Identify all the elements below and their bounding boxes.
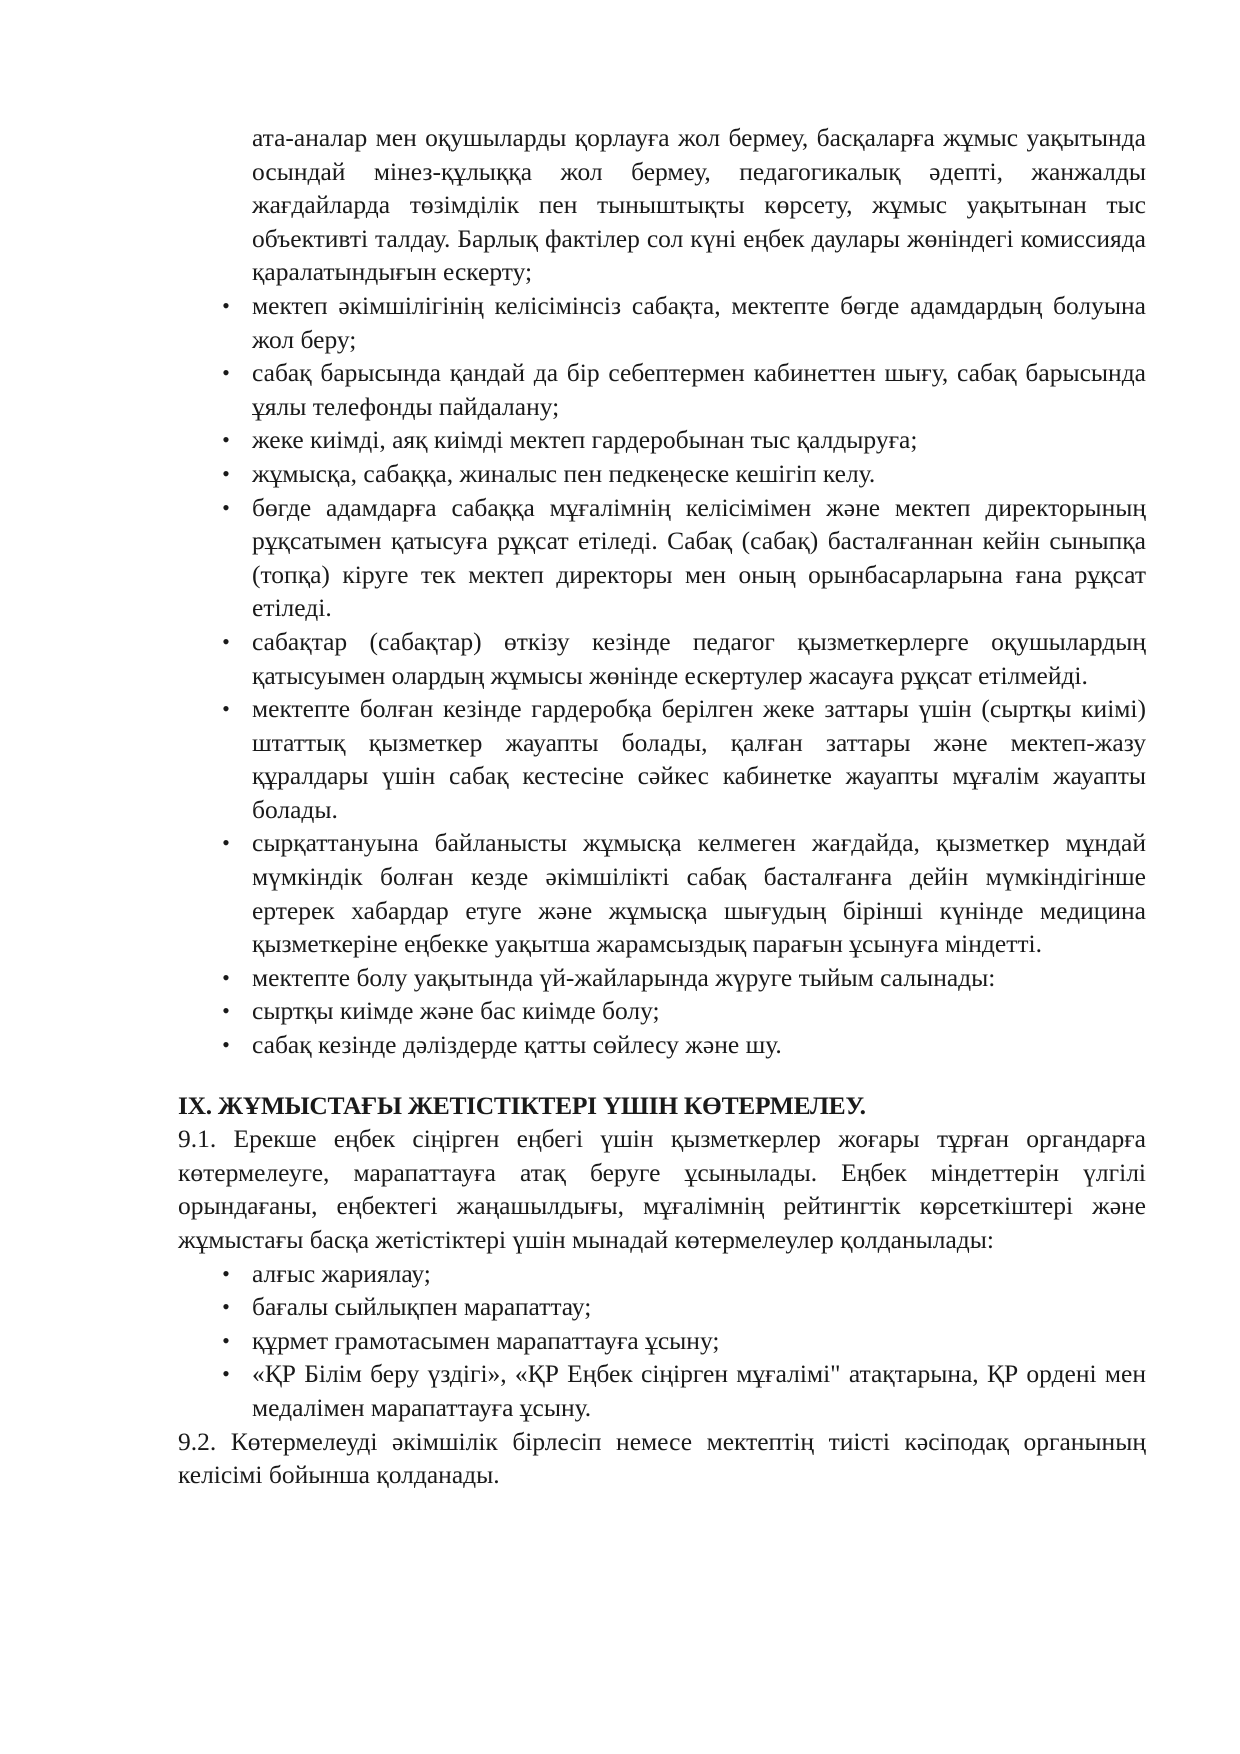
list-item-text: сабақтар (сабақтар) өткізу кезінде педагог қызметкерлерге оқушылардың қатысуымен олардың жұмысы жөнінде ескертулер жасауға рұқсат етілмейді. (252, 626, 1146, 690)
bullet-icon: • (222, 494, 230, 520)
bullet-icon: • (222, 1361, 230, 1387)
list-item-text: мектепте болу уақытында үй-жайларында жүруге тыйым салынады: (252, 962, 996, 992)
bullet-icon: • (222, 998, 230, 1024)
bullet-icon: • (222, 830, 230, 856)
list-item (178, 289, 1146, 356)
list-item (178, 1357, 1146, 1424)
rewards-list (178, 1257, 1146, 1425)
bullet-icon: • (222, 427, 230, 453)
bullet-icon: • (222, 360, 230, 386)
list-item-text: бағалы сыйлықпен марапаттау; (252, 1292, 592, 1322)
list-item (178, 457, 1146, 491)
list-item-text: сырқаттануына байланысты жұмысқа келмеген жағдайда, қызметкер мұндай мүмкіндік болған кезде әкімшілікті сабақ басталғанға дейін мүмкіндігінше ертерек хабардар етуге және жұмысқа шығудың бірінші күнінде медицина қызметкеріне еңбекке уақытша жарамсыздық парағын ұсынуға міндетті. (252, 828, 1146, 959)
list-item (178, 1290, 1146, 1324)
list-item-text: «ҚР Білім беру үздігі», «ҚР Еңбек сіңірген мұғалімі" атақтарына, ҚР ордені мен медалімен марапаттауға ұсыну. (252, 1359, 1146, 1422)
list-item-text: сабақ барысында қандай да бір себептермен кабинеттен шығу, сабақ барысында ұялы телефонды пайдалану; (252, 358, 1146, 421)
list-item (178, 826, 1146, 960)
bullet-icon: • (222, 696, 230, 722)
bullet-icon: • (222, 1032, 230, 1058)
document-page (178, 121, 1146, 1492)
prohibitions-list (178, 289, 1146, 1062)
bullet-icon: • (222, 292, 230, 318)
section-heading: IX. ЖҰМЫСТАҒЫ ЖЕТІСТІКТЕРІ ҮШІН КӨТЕРМЕЛЕУ. (178, 1090, 866, 1120)
list-item-text: сыртқы киімде және бас киімде болу; (252, 996, 660, 1026)
list-item (178, 356, 1146, 423)
list-item (178, 961, 1146, 995)
bullet-icon: • (222, 1327, 230, 1353)
list-item-text: мектепте болған кезінде гардеробқа берілген жеке заттары үшін (сыртқы киімі) штаттық қызметкер жауапты болады, қалған заттары және мектеп-жазу құралдары үшін сабақ кестесіне сәйкес кабинетке жауапты мұғалім жауапты болады. (252, 694, 1146, 824)
paragraph-9-1: 9.1. Ерекше еңбек сіңірген еңбегі үшін қызметкерлер жоғары тұрған органдарға көтермелеуге, марапаттауға атақ беруге ұсынылады. Еңбек міндеттерін үлгілі орындағаны, еңбектегі жаңашылдығы, мұғалімнің рейтингтік көрсеткіштері және жұмыстағы басқа жетістіктері үшін мынадай көтермелеулер қолданылады: (178, 1124, 1146, 1254)
continuation-paragraph: ата-аналар мен оқушыларды қорлауға жол бермеу, басқаларға жұмыс уақытында осындай мінез-құлыққа жол бермеу, педагогикалық әдепті, жанжалды жағдайларда төзімділік пен тыныштықты көрсету, жұмыс уақытынан тыс объективті талдау. Барлық фактілер сол күні еңбек даулары жөніндегі комиссияда қаралатындығын ескерту; (252, 123, 1146, 287)
bullet-icon: • (222, 1294, 230, 1320)
list-item-text: жұмысқа, сабаққа, жиналыс пен педкеңеске кешігіп келу. (252, 458, 876, 488)
paragraph-9-2: 9.2. Көтермелеуді әкімшілік бірлесіп немесе мектептің тиісті кәсіподақ органының келісімі бойынша қолданады. (178, 1426, 1146, 1490)
list-item (178, 1257, 1146, 1291)
list-item-text: алғыс жариялау; (252, 1258, 431, 1288)
list-item-text: сабақ кезінде дәліздерде қатты сөйлесу және шу. (252, 1030, 782, 1060)
list-item (178, 491, 1146, 625)
list-item (178, 1028, 1146, 1062)
list-item-text: құрмет грамотасымен марапаттауға ұсыну; (252, 1325, 720, 1355)
list-item-text: бөгде адамдарға сабаққа мұғалімнің келісімімен және мектеп директорының рұқсатымен қатысуға рұқсат етіледі. Сабақ (сабақ) басталғаннан кейін сыныпқа (топқа) кіруге тек мектеп директоры мен оның орынбасарларына ғана рұқсат етіледі. (252, 492, 1146, 623)
list-item (178, 423, 1146, 457)
list-item-text: жеке киімді, аяқ киімді мектеп гардеробынан тыс қалдыруға; (252, 425, 918, 455)
bullet-icon: • (222, 628, 230, 654)
bullet-icon: • (222, 460, 230, 486)
list-item (178, 625, 1146, 692)
list-item (178, 994, 1146, 1028)
list-item-text: мектеп әкімшілігінің келісімінсіз сабақта, мектепте бөгде адамдардың болуына жол беру; (252, 290, 1146, 354)
list-item (178, 1324, 1146, 1358)
bullet-icon: • (222, 964, 230, 990)
bullet-icon: • (222, 1260, 230, 1286)
list-item (178, 692, 1146, 826)
